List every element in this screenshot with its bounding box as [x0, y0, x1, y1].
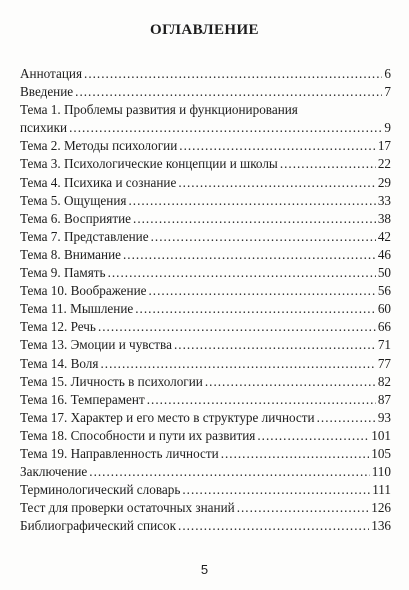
toc-entry-label: Тема 2. Методы психологии [20, 138, 178, 154]
toc-entry-page: 50 [377, 265, 391, 281]
toc-entry-label: Тема 6. Восприятие [20, 210, 132, 226]
dot-leader [147, 391, 376, 409]
dot-leader [151, 228, 376, 246]
toc-entry-label: Тема 3. Психологические концепции и школы [20, 156, 278, 172]
toc-entry [20, 264, 391, 282]
toc-entry [20, 192, 391, 210]
toc-entry-label: Тема 14. Воля [20, 355, 99, 371]
dot-leader [174, 336, 376, 354]
toc-entry [20, 155, 391, 173]
dot-leader [182, 481, 370, 499]
toc-entry-page: 17 [377, 138, 391, 154]
toc-entry-page: 66 [377, 319, 391, 335]
toc-entry [20, 499, 391, 517]
toc-entry-label: Тема 10. Воображение [20, 283, 147, 299]
dot-leader [280, 155, 376, 173]
toc-entry-page: 22 [377, 156, 391, 172]
table-of-contents [20, 65, 391, 535]
dot-leader [149, 282, 376, 300]
toc-entry-page: 82 [377, 373, 391, 389]
toc-entry [20, 481, 391, 499]
toc-entry [20, 355, 391, 373]
dot-leader [135, 300, 376, 318]
dot-leader [179, 137, 376, 155]
toc-entry [20, 282, 391, 300]
toc-entry [20, 300, 391, 318]
toc-entry-label: Тема 13. Эмоции и чувства [20, 337, 172, 353]
toc-entry [20, 373, 391, 391]
toc-entry-page: 9 [384, 120, 391, 136]
dot-leader [128, 192, 375, 210]
toc-entry-page: 87 [377, 391, 391, 407]
toc-entry-page: 6 [384, 66, 391, 81]
page-title: ОГЛАВЛЕНИЕ [150, 22, 259, 38]
toc-entry-page: 7 [384, 84, 391, 100]
toc-entry-page: 126 [371, 500, 391, 516]
toc-entry [20, 427, 391, 445]
toc-entry-page: 105 [371, 445, 391, 461]
dot-leader [221, 445, 370, 463]
toc-entry-page: 42 [377, 228, 391, 244]
toc-entry-label: Заключение [20, 464, 88, 480]
toc-entry [20, 83, 391, 101]
dot-leader [98, 318, 376, 336]
toc-entry-page: 60 [377, 301, 391, 317]
toc-entry-label: Тема 8. Внимание [20, 246, 121, 262]
toc-entry-label: Терминологический словарь [20, 482, 181, 498]
dot-leader [108, 264, 376, 282]
toc-entry-label: Тема 12. Речь [20, 319, 96, 335]
toc-entry [20, 137, 391, 155]
page-number: 5 [200, 562, 209, 577]
toc-entry-page: 56 [377, 283, 391, 299]
dot-leader [317, 409, 376, 427]
toc-entry [20, 391, 391, 409]
toc-entry-label: Аннотация [20, 66, 83, 81]
toc-entry-page: 29 [377, 174, 391, 190]
toc-entry [20, 463, 391, 481]
dot-leader [84, 65, 382, 83]
toc-entry-page: 110 [371, 464, 391, 480]
toc-entry [20, 409, 391, 427]
toc-entry-label: Тема 7. Представление [20, 228, 149, 244]
dot-leader [69, 119, 382, 137]
toc-entry-label: Тема 19. Направленность личности [20, 445, 219, 461]
toc-entry-page: 136 [371, 518, 391, 534]
dot-leader [178, 517, 369, 535]
toc-entry-page: 71 [377, 337, 391, 353]
toc-entry [20, 246, 391, 264]
dot-leader [257, 427, 369, 445]
toc-entry-label-line1: Тема 1. Проблемы развития и функционирования [20, 102, 298, 118]
toc-entry [20, 65, 391, 83]
dot-leader [75, 83, 382, 101]
toc-entry-label: Тест для проверки остаточных знаний [20, 500, 235, 516]
toc-entry-page: 33 [377, 192, 391, 208]
toc-entry [20, 210, 391, 228]
toc-entry [20, 318, 391, 336]
toc-entry-page: 111 [372, 482, 391, 498]
toc-entry-label: Тема 15. Личность в психологии [20, 373, 203, 389]
toc-entry [20, 336, 391, 354]
toc-entry-label: Тема 5. Ощущения [20, 192, 127, 208]
toc-entry [20, 101, 391, 137]
dot-leader [237, 499, 370, 517]
toc-entry-page: 101 [371, 427, 391, 443]
toc-entry-label: Введение [20, 84, 74, 100]
toc-entry-label: психики [20, 120, 68, 136]
toc-entry [20, 228, 391, 246]
dot-leader [133, 210, 376, 228]
toc-entry [20, 445, 391, 463]
toc-entry-label: Тема 9. Память [20, 265, 106, 281]
toc-entry [20, 517, 391, 535]
toc-entry-label: Библиографический список [20, 518, 177, 534]
toc-entry-page: 77 [377, 355, 391, 371]
toc-entry-page: 93 [377, 409, 391, 425]
toc-entry [20, 174, 391, 192]
dot-leader [205, 373, 376, 391]
toc-entry-label: Тема 18. Способности и пути их развития [20, 427, 256, 443]
toc-entry-page: 38 [377, 210, 391, 226]
toc-entry-page: 46 [377, 246, 391, 262]
dot-leader [178, 174, 375, 192]
dot-leader [89, 463, 369, 481]
dot-leader [100, 355, 375, 373]
toc-entry-label: Тема 17. Характер и его место в структуре личности [20, 409, 315, 425]
dot-leader [123, 246, 376, 264]
toc-entry-label: Тема 16. Темперамент [20, 391, 145, 407]
toc-entry-label: Тема 4. Психика и сознание [20, 174, 177, 190]
toc-entry-label: Тема 11. Мышление [20, 301, 134, 317]
